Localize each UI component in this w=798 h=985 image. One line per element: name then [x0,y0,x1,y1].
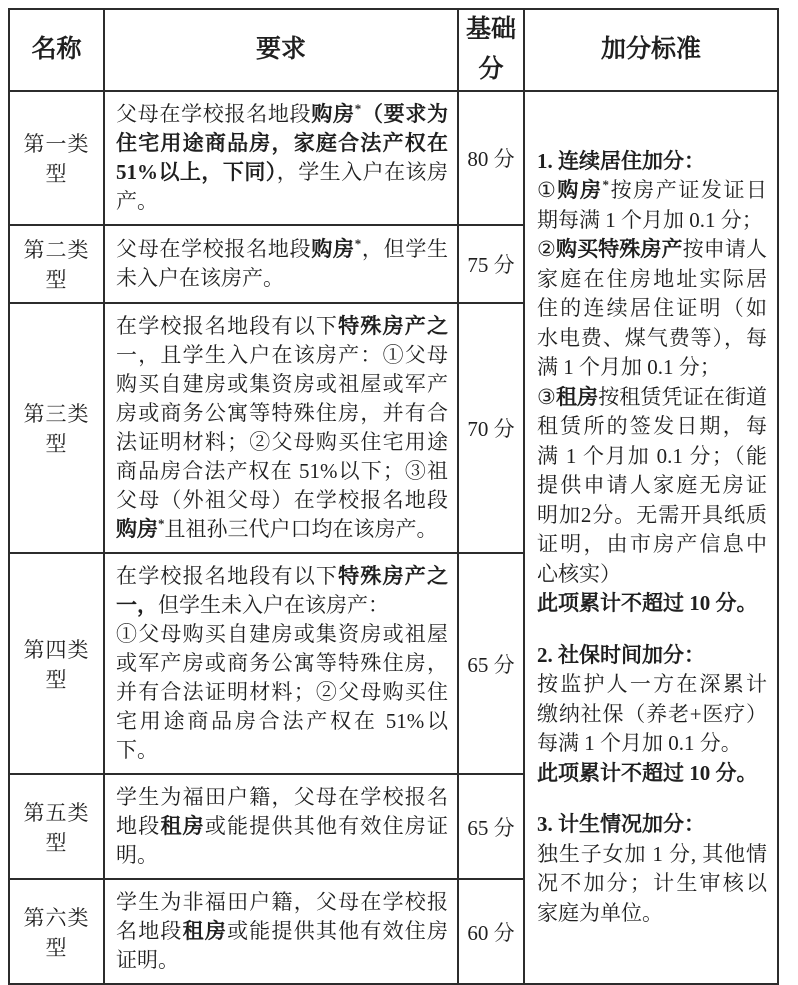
bonus-criteria-cell [524,91,778,984]
bonus-section-title: 3. 计生情况加分： [537,812,705,837]
header-requirement: 要求 [104,9,458,91]
admission-score-table [8,8,779,985]
row-requirement: 学生为非福田户籍，父母在学校报名地段租房或能提供其他有效住房证明。 [104,879,458,984]
row-name: 第四类型 [9,553,104,774]
bonus-section-title: 2. 社保时间加分： [537,642,705,667]
row-name: 第六类型 [9,879,104,984]
table-row [9,91,778,225]
row-name: 第一类型 [9,91,104,225]
row-requirement: 父母在学校报名地段购房*，但学生未入户在该房产。 [104,225,458,303]
bonus-section-body: 按监护人一方在深累计缴纳社保（养老+医疗）每满 1 个月加 0.1 分。 此项累计不超过 10 分。 [537,672,767,785]
row-name: 第二类型 [9,225,104,303]
row-score: 80 分 [458,91,524,225]
row-requirement: 学生为福田户籍，父母在学校报名地段租房或能提供其他有效住房证明。 [104,774,458,879]
bonus-section-2 [537,641,767,789]
row-score: 70 分 [458,303,524,553]
row-score: 65 分 [458,553,524,774]
header-name: 名称 [9,9,104,91]
row-name: 第三类型 [9,303,104,553]
bonus-section-1 [537,147,767,619]
row-requirement: 在学校报名地段有以下特殊房产之一，但学生未入户在该房产： ①父母购买自建房或集资房或祖屋或军产房或商务公寓等特殊住房，并有合法证明材料；②父母购买住宅用途商品房合法产权在 51%以下。 [104,553,458,774]
bonus-section-body: 独生子女加 1 分, 其他情况不加分；计生审核以家庭为单位。 [537,841,767,925]
bonus-section-body: ①购房*按房产证发证日期每满 1 个月加 0.1 分； ②购买特殊房产按申请人家庭在住房地址实际居住的连续居住证明（如水电费、煤气费等），每满 1 个月加 0.1 分； ③租房按租赁凭证在街道租赁所的签发日期，每满 1 个月加 0.1 分；（能提供申请人家庭无房证明加2分。无需开具纸质证明，由市房产信息中心核实） 此项累计不超过 10 分。 [537,177,768,616]
header-bonus: 加分标准 [524,9,778,91]
row-score: 75 分 [458,225,524,303]
bonus-section-3 [537,810,767,928]
row-score: 65 分 [458,774,524,879]
row-score: 60 分 [458,879,524,984]
row-requirement: 在学校报名地段有以下特殊房产之一，且学生入户在该房产：①父母购买自建房或集资房或祖屋或军产房或商务公寓等特殊住房，并有合法证明材料；②父母购买住宅用途商品房合法产权在 51%以下；③祖父母（外祖父母）在学校报名地段购房*且祖孙三代户口均在该房产。 [104,303,458,553]
row-requirement: 父母在学校报名地段购房*（要求为住宅用途商品房，家庭合法产权在 51%以上，下同），学生入户在该房产。 [104,91,458,225]
row-name: 第五类型 [9,774,104,879]
bonus-section-title: 1. 连续居住加分： [537,148,705,173]
header-base-score: 基础分 [458,9,524,91]
header-row [9,9,778,91]
